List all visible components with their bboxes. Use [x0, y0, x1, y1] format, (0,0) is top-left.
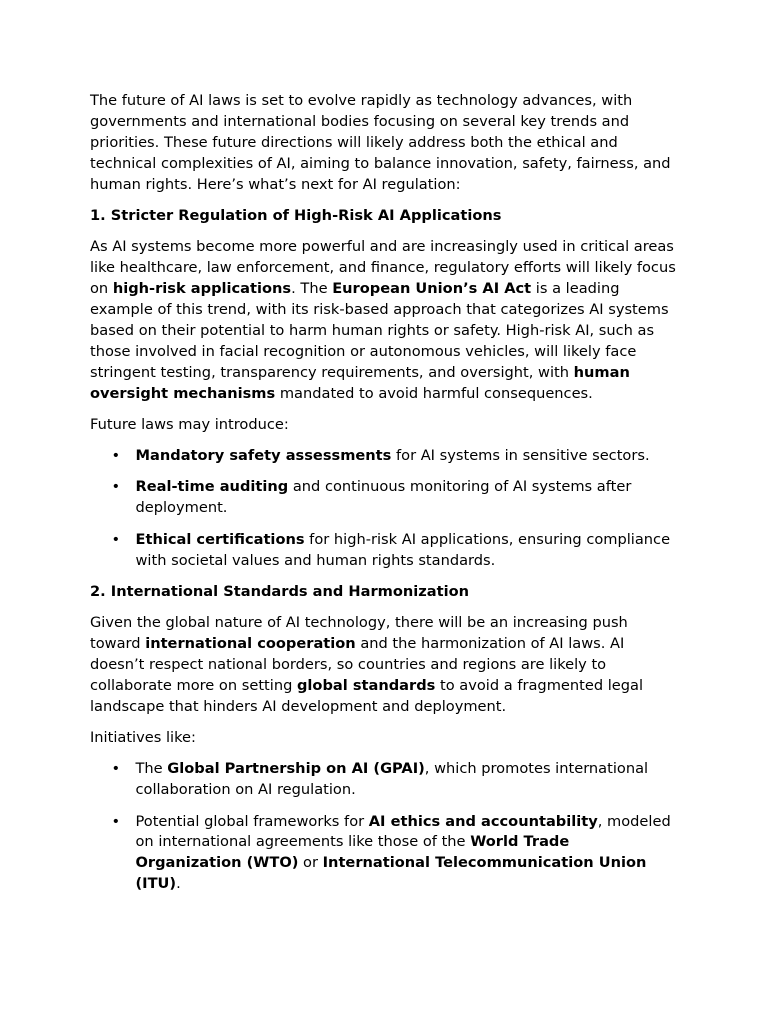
text-run: and continuous monitoring of AI systems after deployment.	[135, 478, 632, 517]
list-item	[111, 477, 681, 519]
future-laws-intro: Future laws may introduce:	[90, 415, 289, 433]
text-run: to avoid a fragmented legal landscape that hinders AI development and deployment.	[90, 676, 644, 715]
bullet-icon: •	[111, 530, 121, 548]
bold-term: international cooperation	[145, 635, 356, 653]
intro-paragraph: The future of AI laws is set to evolve rapidly as technology advances, with governments and international bodies focusing on several key trends and priorities. These future directions will likely address both the ethical and technical complexities of AI, aiming to balance innovation, safety, fairness, and human rights. Here’s what’s next for AI regulation:	[90, 92, 671, 193]
international-paragraph	[90, 613, 680, 718]
list-item	[111, 759, 681, 801]
text-run: .	[176, 875, 181, 893]
bold-term: AI ethics and accountability	[368, 812, 598, 830]
bold-term: European Union’s AI Act	[332, 280, 532, 298]
bullet-icon: •	[111, 812, 121, 830]
text-run: The	[135, 760, 168, 778]
text-run: , modeled on international agreements like those of the	[135, 812, 671, 851]
text-run: . The	[291, 280, 333, 298]
future-laws-list	[90, 446, 680, 571]
text-run: for high-risk AI applications, ensuring compliance with societal values and human rights standards.	[135, 530, 671, 569]
text-run: Given the global nature of AI technology, there will be an increasing push toward	[90, 614, 628, 653]
list-item	[111, 530, 681, 572]
text-run: and the harmonization of AI laws. AI doesn’t respect national borders, so countries and regions are likely to collaborate more on setting	[90, 635, 625, 694]
bold-term: Global Partnership on AI (GPAI)	[167, 760, 425, 778]
document-page	[90, 91, 680, 906]
section-heading-international: 2. International Standards and Harmonization	[90, 582, 470, 600]
bold-term: International Telecommunication Union (ITU)	[135, 854, 647, 893]
text-run: for AI systems in sensitive sectors.	[391, 447, 650, 465]
initiatives-intro: Initiatives like:	[90, 729, 196, 747]
bold-term: Mandatory safety assessments	[135, 447, 392, 465]
bold-term: Real-time auditing	[135, 478, 289, 496]
bullet-icon: •	[111, 760, 121, 778]
text-run: Potential global frameworks for	[135, 812, 369, 830]
bold-term: global standards	[296, 676, 436, 694]
bold-term: human oversight mechanisms	[90, 363, 630, 402]
bold-term: Ethical certifications	[135, 530, 305, 548]
text-run: is a leading example of this trend, with its risk-based approach that categorizes AI systems based on their potential to harm human rights or safety. High-risk AI, such as those involved in facial recognition or autonomous vehicles, will likely face stringent testing, transparency requirements, and oversight, with	[90, 280, 669, 381]
list-item	[111, 446, 681, 467]
bold-term: World Trade Organization (WTO)	[135, 833, 570, 872]
bullet-icon: •	[111, 447, 121, 465]
section-heading-high-risk: 1. Stricter Regulation of High-Risk AI Applications	[90, 206, 502, 224]
text-run: or	[298, 854, 323, 872]
text-run: As AI systems become more powerful and are increasingly used in critical areas like healthcare, law enforcement, and finance, regulatory efforts will likely focus on	[90, 238, 676, 298]
initiatives-list	[90, 759, 680, 895]
bullet-icon: •	[111, 478, 121, 496]
high-risk-paragraph	[90, 237, 680, 404]
text-run: mandated to avoid harmful consequences.	[275, 384, 593, 402]
list-item	[111, 812, 681, 896]
text-run: , which promotes international collaboration on AI regulation.	[135, 760, 649, 799]
bold-term: high-risk applications	[112, 280, 292, 298]
